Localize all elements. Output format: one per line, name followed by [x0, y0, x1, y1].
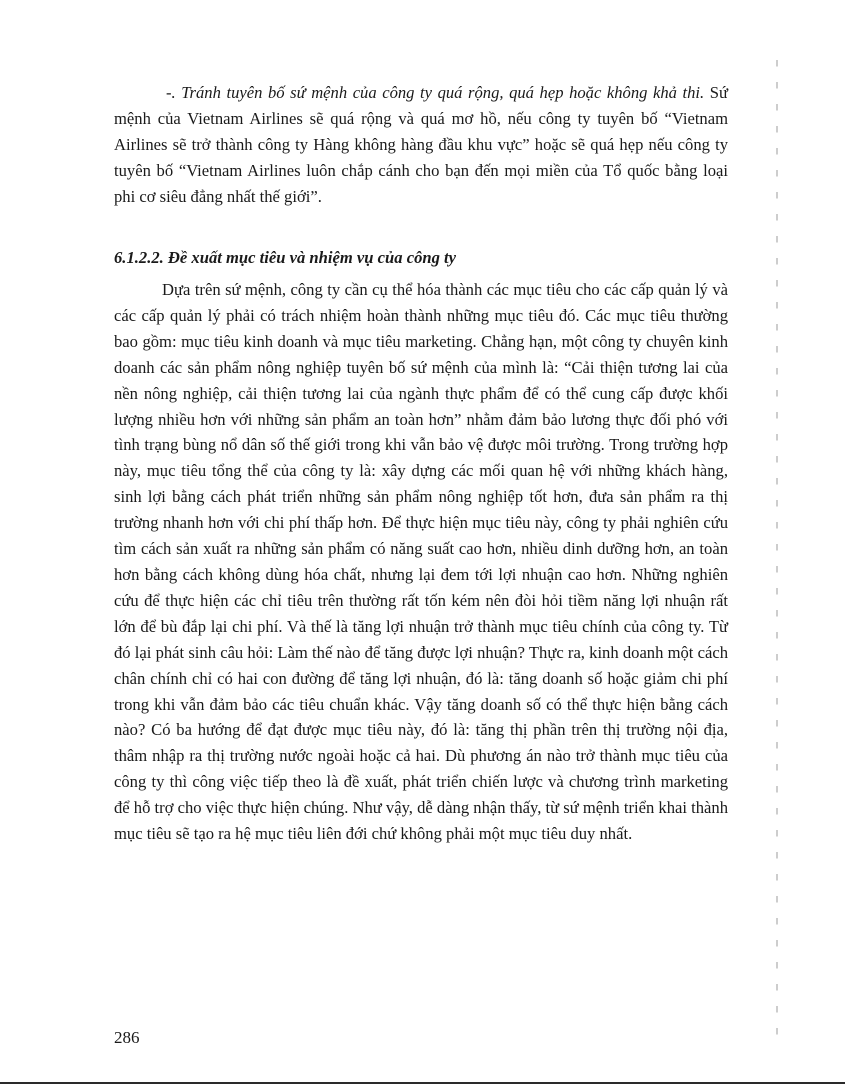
- body-paragraph: Dựa trên sứ mệnh, công ty cần cụ thể hóa thành các mục tiêu cho các cấp quản lý và các cấp quản lý phải có trách nhiệm hoàn thành những mục tiêu đó. Các mục tiêu thường bao gồm: mục tiêu kinh doanh và mục tiêu marketing. Chẳng hạn, một công ty chuyên kinh doanh các sản phẩm nông nghiệp tuyên bố sứ mệnh của mình là: “Cải thiện tương lai của nền nông nghiệp, cải thiện tương lai của ngành thực phẩm để có thể cung cấp được khối lượng nhiều hơn với những sản phẩm an toàn hơn” nhằm đảm bảo lương thực đối phó với tình trạng bùng nổ dân số thế giới trong khi vẫn bảo vệ được môi trường. Trong trường hợp này, mục tiêu tổng thể của công ty là: xây dựng các mối quan hệ với những khách hàng, sinh lợi bằng cách phát triển những sản phẩm nông nghiệp tốt hơn, đưa sản phẩm ra thị trường nhanh hơn với chi phí thấp hơn. Để thực hiện mục tiêu này, công ty phải nghiên cứu tìm cách sản xuất ra những sản phẩm có năng suất cao hơn, nhiều dinh dưỡng hơn, an toàn hơn bằng cách không dùng hóa chất, nhưng lại đem tới lợi nhuận cao hơn. Những nghiên cứu để thực hiện các chỉ tiêu trên thường rất tốn kém nên đòi hỏi tiềm năng lợi nhuận rất lớn để bù đắp lại chi phí. Và thế là tăng lợi nhuận trở thành mục tiêu chính của công ty. Từ đó lại phát sinh câu hỏi: Làm thế nào để tăng được lợi nhuận? Thực ra, kinh doanh một cách chân chính chỉ có hai con đường để tăng lợi nhuận, đó là: tăng doanh số hoặc giảm chi phí trong khi vẫn đảm bảo các tiêu chuẩn khác. Vậy tăng doanh số có thể thực hiện bằng cách nào? Có ba hướng để đạt được mục tiêu này, đó là: tăng thị phần trên thị trường nội địa, thâm nhập ra thị trường nước ngoài hoặc cả hai. Dù phương án nào trở thành mục tiêu của công ty thì công việc tiếp theo là đề xuất, phát triển chiến lược và chương trình marketing để hỗ trợ cho việc thực hiện chúng. Như vậy, dễ dàng nhận thấy, từ sứ mệnh triển khai thành mục tiêu sẽ tạo ra hệ mục tiêu liên đới chứ không phải một mục tiêu duy nhất.: [114, 280, 729, 844]
- section-heading: 6.1.2.2. Đề xuất mục tiêu và nhiệm vụ của công ty: [114, 248, 457, 267]
- bottom-rule: [0, 1082, 845, 1084]
- intro-body-text: Sứ mệnh của Vietnam Airlines sẽ quá rộng và quá mơ hồ, nếu công ty tuyên bố “Vietnam Airlines sẽ trở thành công ty Hàng không hàng đầu khu vực” hoặc sẽ quá hẹp nếu công ty tuyên bố “Vietnam Airlines luôn chắp cánh cho bạn đến mọi miền của Tổ quốc bằng loại phi cơ siêu đẳng nhất thế giới”.: [114, 83, 728, 206]
- intro-lead-italic: -. Tránh tuyên bố sứ mệnh của công ty quá rộng, quá hẹp hoặc không khả thi.: [166, 83, 705, 102]
- scan-margin-artifact: [776, 60, 778, 1040]
- page-number: 286: [114, 1028, 140, 1047]
- intro-paragraph: [114, 80, 728, 210]
